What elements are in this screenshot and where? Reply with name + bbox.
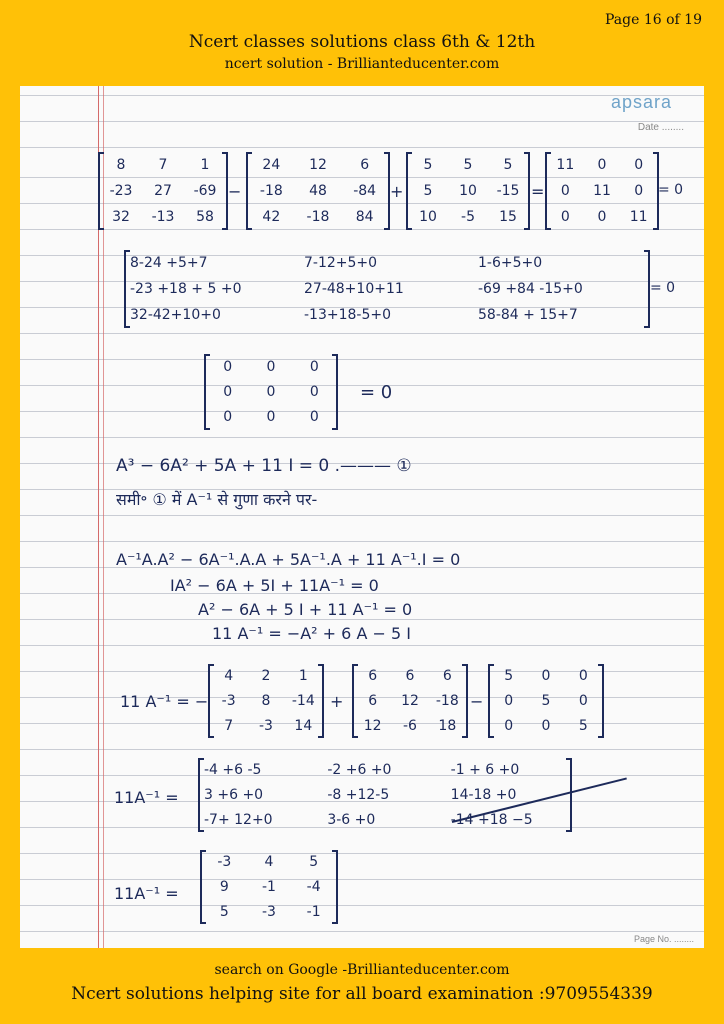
matrix-cell: 4 [224, 668, 234, 685]
matrix-cell: 58-84 + 15+7 [478, 307, 578, 323]
equation-cayley-hamilton: A³ − 6A² + 5A + 11 I = 0 .——— ① [116, 456, 412, 476]
matrix-cell: 0 [504, 692, 514, 709]
matrix-cell: 0 [504, 717, 514, 734]
matrix-cell: 0 [578, 692, 588, 709]
matrix-cell: 7 [158, 157, 168, 173]
matrix-cell: 12 [363, 717, 382, 734]
matrix-cell: 42 [262, 209, 281, 225]
plus-operator: + [390, 182, 404, 201]
matrix-cell: -23 +18 + 5 +0 [130, 281, 242, 297]
matrix-neg-a-squared [208, 664, 324, 738]
matrix-cell: 0 [597, 209, 607, 225]
page-number: Page 16 of 19 [605, 12, 702, 28]
matrix-cell: 14 [294, 717, 313, 734]
matrix-cell: -4 [306, 878, 321, 895]
matrix-cell: -3 [217, 854, 232, 871]
matrix-cell: 6 [442, 668, 452, 685]
lhs-11-a-inverse: 11 A⁻¹ = − [120, 692, 209, 711]
matrix-cell: 15 [499, 209, 517, 225]
matrix-cell: 5 [578, 717, 588, 734]
footer-contact: Ncert solutions helping site for all board examination :9709554339 [71, 984, 653, 1004]
matrix-cell: 0 [634, 183, 644, 199]
equals-zero: = 0 [650, 280, 676, 296]
matrix-cell: -23 [109, 183, 133, 199]
matrix-cell: 3-6 +0 [327, 811, 376, 828]
matrix-cell: 0 [541, 668, 551, 685]
header-title: Ncert classes solutions class 6th & 12th [188, 32, 536, 52]
matrix-cell: -69 [193, 183, 217, 199]
matrix-6a [352, 664, 468, 738]
matrix-cell: 5 [463, 157, 473, 173]
matrix-cell: 1 [298, 668, 308, 685]
matrix-11i [545, 152, 659, 230]
matrix-cell: 24 [262, 157, 281, 173]
notebook-page [20, 86, 704, 948]
lhs-11-a-inverse: 11A⁻¹ = [114, 884, 179, 903]
matrix-cell: 5 [423, 157, 433, 173]
minus-operator: − [470, 692, 484, 711]
matrix-cell: 3 +6 +0 [204, 786, 264, 803]
matrix-cell: 6 [360, 157, 370, 173]
matrix-cell: -18 [259, 183, 283, 199]
matrix-cell: -14 [291, 692, 315, 709]
page-no-label: Page No. ........ [633, 934, 694, 944]
matrix-sum-expansion [124, 250, 650, 328]
matrix-cell: 9 [219, 878, 229, 895]
equation-step-3: 11 A⁻¹ = −A² + 6 A − 5 I [212, 624, 411, 643]
matrix-cell: -1 [306, 903, 321, 920]
matrix-cell: 5 [503, 157, 513, 173]
matrix-cell: 84 [355, 209, 374, 225]
matrix-cell: 0 [223, 409, 233, 426]
matrix-cell: -2 +6 +0 [327, 762, 392, 779]
matrix-cell: 32-42+10+0 [130, 307, 221, 323]
matrix-cell: -1 + 6 +0 [450, 762, 520, 779]
matrix-cell: 11 [593, 183, 611, 199]
matrix-cell: 0 [309, 409, 319, 426]
matrix-cell: 0 [266, 358, 276, 375]
matrix-cell: -7+ 12+0 [204, 811, 273, 828]
matrix-cell: -14 +18 −5 [450, 811, 533, 828]
matrix-a-squared [98, 152, 228, 230]
matrix-cell: -8 +12-5 [327, 786, 390, 803]
matrix-cell: 2 [261, 668, 271, 685]
matrix-cell: 11 [556, 157, 575, 173]
matrix-cell: -4 +6 -5 [204, 762, 262, 779]
matrix-cell: -3 [221, 692, 236, 709]
matrix-cell: 27 [154, 183, 172, 199]
matrix-cell: 6 [405, 668, 415, 685]
matrix-element-expansion [198, 758, 572, 832]
matrix-cell: -3 [262, 903, 276, 920]
matrix-cell: 0 [560, 183, 570, 199]
matrix-cell: 0 [541, 717, 551, 734]
matrix-cell: -5 [461, 209, 475, 225]
matrix-cell: 10 [419, 209, 437, 225]
matrix-cell: 32 [112, 209, 130, 225]
equation-step-2: A² − 6A + 5 I + 11 A⁻¹ = 0 [198, 600, 413, 619]
matrix-cell: -3 [259, 717, 273, 734]
matrix-cell: 6 [368, 692, 378, 709]
matrix-cell: 5 [219, 903, 229, 920]
equation-step-1: IA² − 6A + 5I + 11A⁻¹ = 0 [170, 576, 379, 595]
matrix-cell: 8 [116, 157, 126, 173]
matrix-6a [246, 152, 390, 230]
matrix-cell: 0 [560, 209, 570, 225]
matrix-cell: -18 [435, 692, 459, 709]
matrix-cell: 18 [438, 717, 457, 734]
matrix-cell: 0 [597, 157, 607, 173]
matrix-cell: 11 [629, 209, 648, 225]
matrix-cell: -15 [496, 183, 520, 199]
matrix-cell: 14-18 +0 [450, 786, 517, 803]
matrix-cell: 0 [578, 668, 588, 685]
matrix-cell: 1 [200, 157, 210, 173]
matrix-cell: 1-6+5+0 [478, 255, 543, 271]
equals-zero: = 0 [360, 382, 393, 403]
hindi-instruction: समी॰ ① में A⁻¹ से गुणा करने पर- [116, 490, 318, 509]
matrix-cell: 5 [504, 668, 514, 685]
matrix-cell: -84 [353, 183, 377, 199]
header-subtitle: ncert solution - Brillianteducenter.com [224, 56, 500, 72]
matrix-cell: -1 [262, 878, 276, 895]
matrix-cell: -69 +84 -15+0 [478, 281, 583, 297]
matrix-cell: 0 [266, 409, 276, 426]
equals-zero: = 0 [658, 182, 684, 198]
matrix-cell: 0 [309, 358, 319, 375]
lhs-11-a-inverse: 11A⁻¹ = [114, 788, 179, 807]
matrix-cell: 7-12+5+0 [304, 255, 378, 271]
matrix-cell: 10 [459, 183, 477, 199]
matrix-cell: 5 [541, 692, 551, 709]
matrix-cell: 4 [264, 854, 274, 871]
matrix-5a [406, 152, 530, 230]
matrix-cell: 0 [223, 383, 233, 400]
matrix-cell: 7 [224, 717, 234, 734]
matrix-cell: 12 [401, 692, 419, 709]
equation-multiplied: A⁻¹A.A² − 6A⁻¹.A.A + 5A⁻¹.A + 11 A⁻¹.I = 0 [116, 550, 461, 569]
matrix-cell: 5 [423, 183, 433, 199]
footer-search: search on Google -Brillianteducenter.com [214, 962, 510, 978]
matrix-5i [488, 664, 604, 738]
notebook-brand: apsara [610, 92, 672, 112]
plus-operator: + [330, 692, 344, 711]
matrix-cell: 12 [309, 157, 327, 173]
matrix-cell: 5 [309, 854, 319, 871]
matrix-cell: 0 [266, 383, 276, 400]
matrix-cell: -13+18-5+0 [304, 307, 392, 323]
matrix-cell: 0 [634, 157, 644, 173]
matrix-cell: 58 [196, 209, 214, 225]
date-label: Date ........ [637, 122, 684, 133]
matrix-cell: 27-48+10+11 [304, 281, 404, 297]
matrix-result [200, 850, 338, 924]
matrix-cell: 6 [368, 668, 378, 685]
equals-operator: = [531, 182, 545, 201]
matrix-cell: 8 [261, 692, 271, 709]
matrix-cell: -13 [151, 209, 175, 225]
matrix-cell: 0 [223, 358, 233, 375]
matrix-cell: 8-24 +5+7 [130, 255, 208, 271]
matrix-cell: -18 [306, 209, 330, 225]
matrix-cell: -6 [403, 717, 417, 734]
minus-operator: − [228, 182, 242, 201]
matrix-cell: 0 [309, 383, 319, 400]
zero-matrix [204, 354, 338, 430]
matrix-cell: 48 [309, 183, 327, 199]
